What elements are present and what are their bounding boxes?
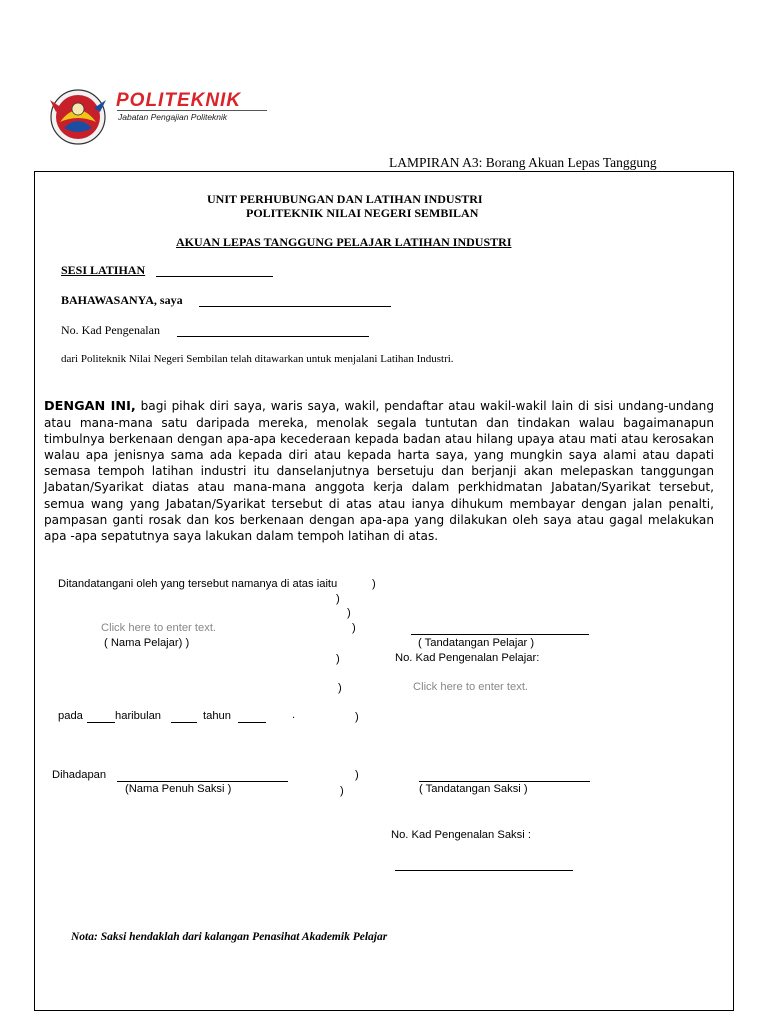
kad-pengenalan-field[interactable] [177, 336, 369, 337]
signature-intro: Ditandatangani oleh yang tersebut namanya di atas iaitu [58, 578, 338, 590]
logo-brand-text: POLITEKNIK [116, 90, 242, 111]
sesi-latihan-field[interactable] [156, 276, 273, 277]
paren-2: ) [336, 593, 340, 605]
kp-pelajar-label: No. Kad Pengenalan Pelajar: [395, 652, 540, 664]
kp-saksi-label: No. Kad Pengenalan Saksi : [391, 829, 531, 841]
offer-text: dari Politeknik Nilai Negeri Sembilan telah ditawarkan untuk menjalani Latihan Industri. [61, 353, 454, 365]
bulan-field[interactable] [171, 722, 197, 723]
tandatangan-saksi-label: ( Tandatangan Saksi ) [419, 783, 528, 795]
nama-saksi-label: (Nama Penuh Saksi ) [125, 783, 232, 795]
dihadapan-label: Dihadapan [52, 769, 107, 781]
nama-pelajar-input[interactable]: Click here to enter text. [101, 622, 217, 634]
declaration-body: bagi pihak diri saya, waris saya, wakil, pendaftar atau wakil-wakil lain di sisi undang-undang atau mana-mana satu daripada mereka, menolak segala tuntutan dan tindakan walau bagaimanapun timbulnya berkenaan dengan apa-apa kecederaan kepada badan atau hilang upaya atau mati atau kerosakan walau apa jenisnya sama ada kepada diri atau kepada harta saya, yang mungkin saya alami atau dapati semasa tempoh latihan industri itu danselanjutnya bersetuju dan berjanji akan melepaskan tanggungan Jabatan/Syarikat diatas atau mana-mana anggota kerja dalam perkhidmatan Jabatan/Syarikat tersebut, semua wang yang Jabatan/Syarikat tersebut di atas atau ianya dihukum membayar dengan jalan penalti, pampasan ganti rosak dan kos berkenaan dengan apa-apa yang dilakukan oleh saya atau gagal melakukan apa -apa sepatutnya saya lakukan dalam tempoh latihan di atas. [44, 399, 714, 543]
paren-1: ) [372, 578, 376, 590]
paren-3: ) [347, 607, 351, 619]
tahun-field[interactable] [238, 722, 266, 723]
haribulan-label: haribulan [115, 710, 162, 722]
declaration-paragraph [44, 398, 714, 544]
logo-divider [117, 110, 267, 111]
sesi-latihan-label: SESI LATIHAN [61, 263, 146, 277]
nama-pelajar-label: ( Nama Pelajar) ) [104, 637, 190, 649]
institution-title: POLITEKNIK NILAI NEGERI SEMBILAN [246, 206, 479, 220]
tandatangan-pelajar-line[interactable] [411, 634, 589, 635]
logo-tagline: Jabatan Pengajian Politeknik [118, 112, 228, 122]
tandatangan-saksi-line[interactable] [419, 781, 590, 782]
paren-6: ) [338, 682, 342, 694]
nama-saksi-line[interactable] [117, 781, 288, 782]
form-title: AKUAN LEPAS TANGGUNG PELAJAR LATIHAN INDUSTRI [176, 235, 512, 249]
nama-field[interactable] [199, 306, 391, 307]
date-dot: . [292, 709, 296, 721]
paren-5: ) [336, 653, 340, 665]
paren-8: ) [355, 769, 359, 781]
declaration-lead: DENGAN INI, [44, 399, 136, 414]
paren-4: ) [352, 622, 356, 634]
bahawasanya-label: BAHAWASANYA, saya [61, 293, 183, 307]
politeknik-logo [46, 84, 276, 159]
kad-pengenalan-label: No. Kad Pengenalan [61, 323, 160, 337]
paren-9: ) [340, 785, 344, 797]
tahun-label: tahun [203, 710, 231, 722]
unit-title: UNIT PERHUBUNGAN DAN LATIHAN INDUSTRI [207, 192, 483, 206]
kp-pelajar-input[interactable]: Click here to enter text. [413, 681, 529, 693]
lampiran-label: LAMPIRAN A3: Borang Akuan Lepas Tanggung [389, 155, 657, 170]
pada-label: pada [58, 710, 83, 722]
paren-7: ) [355, 711, 359, 723]
hari-field[interactable] [87, 722, 115, 723]
note-text: Nota: Saksi hendaklah dari kalangan Penasihat Akademik Pelajar [71, 931, 388, 943]
tandatangan-pelajar-label: ( Tandatangan Pelajar ) [418, 637, 535, 649]
kp-saksi-line[interactable] [395, 870, 573, 871]
